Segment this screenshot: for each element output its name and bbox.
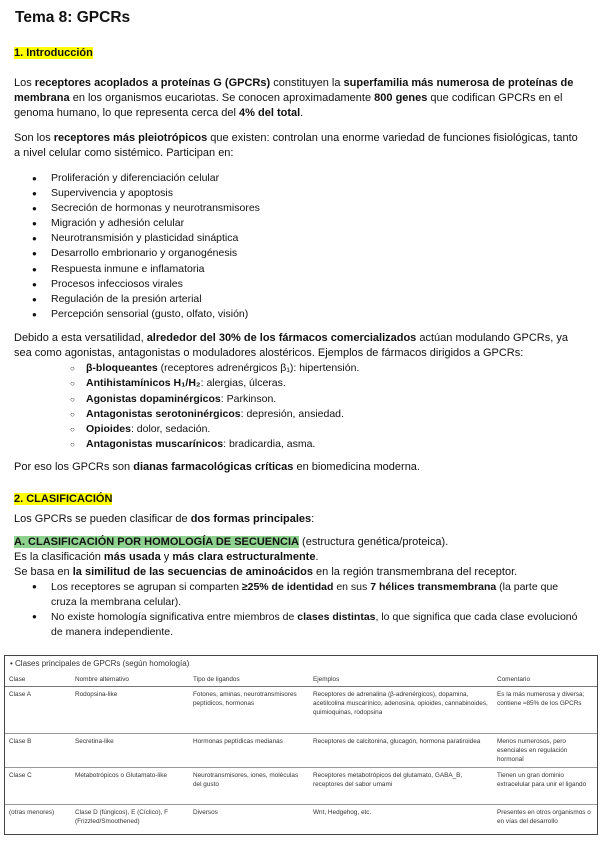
- table-cell: Clase B: [5, 734, 71, 768]
- drug-list: [64, 361, 359, 453]
- text: y: [160, 551, 173, 563]
- text: que codifican GPCRs en el genoma humano, lo que representa cerca del: [14, 92, 563, 119]
- table: [5, 673, 597, 839]
- text: Los GPCRs se pueden clasificar de: [14, 513, 191, 525]
- drug-desc: : alergias, úlceras.: [200, 377, 286, 390]
- table-cell: Rodopsina-like: [71, 687, 189, 734]
- column-header: Nombre alternativo: [71, 673, 189, 687]
- table-cell: Receptores metabotrópicos del glutamato, GABA_B, receptores del sabor umami: [309, 768, 493, 805]
- section-heading-text: 2. CLASIFICACIÓN: [14, 493, 113, 505]
- table-cell: Menos numerosos, pero esenciales en regulación hormonal: [493, 734, 597, 768]
- table-row: [5, 768, 597, 805]
- bold-text: más usada: [103, 551, 161, 563]
- table-caption: • Clases principales de GPCRs (según homología): [10, 659, 190, 668]
- text: , lo que significa que cada clase evolucionó de manera independiente.: [51, 611, 578, 638]
- table-header-row: [5, 673, 597, 687]
- table-cell: Tienen un gran dominio extracelular para unir el ligando: [493, 768, 597, 805]
- list-item: [14, 610, 586, 639]
- list-item: ● Percepción sensorial (gusto, olfato, visión): [14, 307, 260, 322]
- table-row: [5, 805, 597, 840]
- list-item: ● Migración y adhesión celular: [14, 216, 260, 231]
- section-heading-text: 1. Introducción: [14, 47, 93, 59]
- table-cell: Wnt, Hedgehog, etc.: [313, 809, 372, 816]
- text: en la región transmembrana del receptor.: [312, 566, 518, 578]
- text: No existe homología significativa entre miembros de: [51, 611, 298, 623]
- table-cell: Es la más numerosa y diversa; contiene ≈85% de los GPCRs: [493, 687, 597, 734]
- list-item: ● Supervivencia y apoptosis: [14, 186, 260, 201]
- list-item: [64, 376, 359, 391]
- bold-text: dianas farmacológicas críticas: [133, 461, 294, 473]
- table-cell: Metabotrópicos o Glutamato-like: [71, 768, 189, 805]
- subsection-heading-homologia: [14, 535, 586, 550]
- table-cell: Receptores de calcitonina, glucagón, hormona paratiroidea: [309, 734, 493, 768]
- bold-text: más clara estructuralmente: [172, 551, 316, 563]
- subsection-highlight: A. CLASIFICACIÓN POR HOMOLOGÍA DE SECUENCIA: [14, 536, 299, 548]
- paragraph-targets: [14, 460, 586, 475]
- drug-name: Antagonistas serotoninérgicos: [86, 407, 241, 420]
- bold-text: dos formas principales: [190, 513, 312, 525]
- drug-desc: : depresión, ansiedad.: [240, 407, 344, 420]
- table-cell: Hormonas peptídicas medianas: [189, 734, 309, 768]
- text: constituyen la: [270, 77, 344, 89]
- functions-list: [14, 171, 260, 322]
- list-item: [64, 361, 359, 376]
- table-row: [5, 687, 597, 734]
- bold-text: alrededor del 30% de los fármacos comercializados: [146, 332, 417, 344]
- section-heading-clasificacion: [14, 493, 112, 505]
- drug-desc: : Parkinson.: [220, 392, 277, 405]
- drug-desc: : dolor, sedación.: [130, 423, 211, 436]
- column-header: Ejemplos: [309, 673, 493, 687]
- table-cell: Clase C: [5, 768, 71, 805]
- gpcr-classes-table: [4, 655, 598, 835]
- classification-list: [14, 580, 586, 640]
- table-cell: Clase D (fúngicos), E (Cíclico), F (Frizzled/Smoothened): [75, 809, 169, 825]
- list-item: [14, 580, 586, 609]
- text: :: [311, 513, 315, 525]
- table-cell: Presentes en otros organismos o en vías del desarrollo: [497, 809, 591, 825]
- drug-name: Antagonistas muscarínicos: [86, 438, 224, 451]
- bold-text: receptores acoplados a proteínas G (GPCRs): [34, 77, 271, 89]
- bold-text: ≥25% de identidad: [241, 581, 334, 593]
- list-item: [64, 422, 359, 437]
- text: en los organismos eucariotas. Se conocen aproximadamente: [69, 92, 375, 104]
- list-item: [64, 437, 359, 452]
- text: Es la clasificación: [14, 551, 104, 563]
- list-item: ● Proliferación y diferenciación celular: [14, 171, 260, 186]
- list-item: [64, 392, 359, 407]
- text: Por eso los GPCRs son: [14, 461, 134, 473]
- column-header: Clase: [5, 673, 71, 687]
- paragraph-intro: [14, 76, 586, 121]
- text: en biomedicina moderna.: [293, 461, 420, 473]
- drug-name: Agonistas dopaminérgicos: [86, 392, 221, 405]
- text: .: [315, 551, 319, 563]
- column-header: Comentario: [493, 673, 597, 687]
- list-item: ● Desarrollo embrionario y organogénesis: [14, 246, 260, 261]
- table-cell: Receptores de adrenalina (β-adrenérgicos), dopamina, acetilcolina muscarínico, adenosina, opioides, cannabinoides, quimioquinas, rodopsina: [309, 687, 493, 734]
- drug-name: β-bloqueantes: [86, 362, 158, 374]
- text: Son los: [14, 132, 54, 144]
- table-cell: Neurotransmisores, iones, moléculas del gusto: [189, 768, 309, 805]
- table-cell: Clase A: [5, 687, 71, 734]
- column-header: Tipo de ligandos: [189, 673, 309, 687]
- text: .: [300, 107, 304, 119]
- section-heading-introduccion: [14, 47, 93, 59]
- text: Se basa en: [14, 566, 73, 578]
- bold-text: superfamilia más numerosa de proteínas de membrana: [14, 77, 574, 104]
- bold-text: 800 genes: [374, 92, 428, 104]
- drug-name: Opioides: [86, 423, 131, 436]
- text: Los receptores se agrupan si comparten: [51, 581, 242, 593]
- paragraph-drugs: [14, 331, 586, 361]
- bold-text: 4% del total: [239, 107, 301, 119]
- table-cell: (otras menores): [9, 809, 55, 816]
- text: (la parte que cruza la membrana celular).: [51, 581, 559, 608]
- table-cell: Fotones, aminas, neurotransmisores peptídicos, hormonas: [189, 687, 309, 734]
- table-cell: Diversos: [193, 809, 218, 816]
- drug-desc: (receptores adrenérgicos β₁): hipertensión.: [157, 362, 360, 374]
- drug-name: Antihistamínicos H₁/H₂: [86, 377, 201, 390]
- page-title: Tema 8: GPCRs: [15, 9, 131, 26]
- text: en sus: [333, 581, 371, 593]
- paragraph-most-used: [14, 550, 586, 565]
- bold-text: receptores más pleiotrópicos: [53, 132, 208, 144]
- text: (estructura genética/proteica).: [299, 536, 449, 548]
- list-item: [64, 407, 359, 422]
- paragraph-two-forms: [14, 512, 586, 527]
- text: actúan modulando GPCRs, ya sea como agonistas, antagonistas o moduladores alostéricos. Ejemplos de fármacos dirigidos a GPCRs:: [14, 332, 568, 359]
- list-item: ● Secreción de hormonas y neurotransmisores: [14, 201, 260, 216]
- paragraph-pleiotropic: [14, 131, 586, 161]
- bold-text: la similitud de las secuencias de aminoácidos: [72, 566, 313, 578]
- text: Debido a esta versatilidad,: [14, 332, 147, 344]
- list-item: ● Regulación de la presión arterial: [14, 292, 260, 307]
- list-item: ● Respuesta inmune e inflamatoria: [14, 262, 260, 277]
- bold-text: 7 hélices transmembrana: [370, 581, 497, 593]
- text: que existen: controlan una enorme variedad de funciones fisiológicas, tanto a nivel celular como sistémico. Participan en:: [14, 132, 578, 159]
- paragraph-basis: [14, 565, 586, 580]
- table-cell: Secretina-like: [71, 734, 189, 768]
- drug-desc: : bradicardia, asma.: [223, 438, 316, 451]
- list-item: ● Neurotransmisión y plasticidad sináptica: [14, 231, 260, 246]
- table-row: [5, 734, 597, 768]
- bold-text: clases distintas: [297, 611, 376, 623]
- list-item: ● Procesos infecciosos virales: [14, 277, 260, 292]
- text: Los: [14, 77, 35, 89]
